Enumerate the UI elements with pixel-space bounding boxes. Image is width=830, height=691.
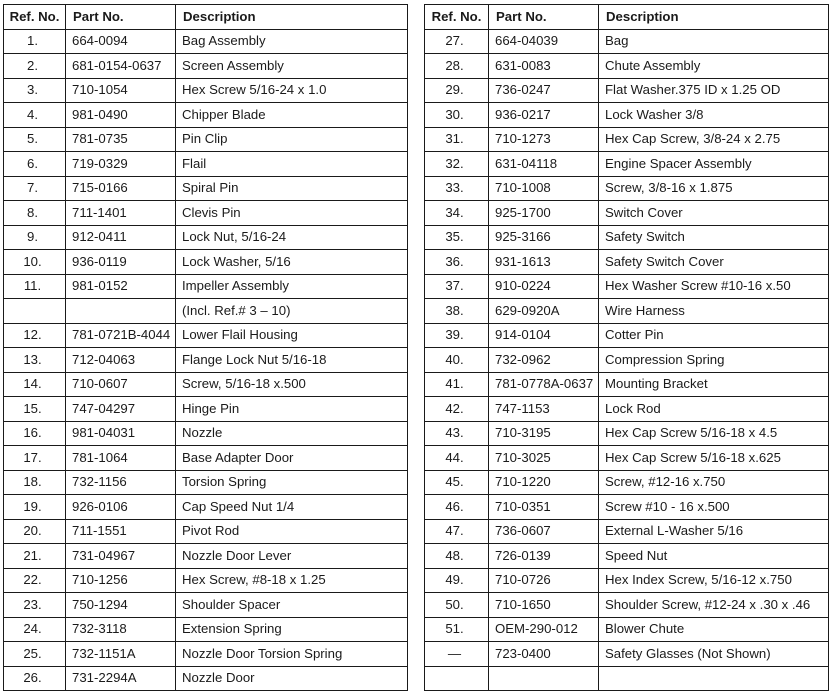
table-row <box>4 495 408 520</box>
part-no-cell: 781-0778A-0637 <box>489 372 599 397</box>
part-no-cell: 711-1401 <box>66 201 176 226</box>
ref-no-cell: 51. <box>425 617 489 642</box>
part-no-cell: 926-0106 <box>66 495 176 520</box>
ref-no-cell: 16. <box>4 421 66 446</box>
table-row <box>425 544 829 569</box>
part-no-cell <box>489 666 599 691</box>
table-row <box>425 201 829 226</box>
table-row <box>425 617 829 642</box>
table-row <box>4 274 408 299</box>
description-cell: Hex Washer Screw #10-16 x.50 <box>599 274 829 299</box>
table-row <box>4 397 408 422</box>
table-row <box>4 201 408 226</box>
part-no-cell: 914-0104 <box>489 323 599 348</box>
description-cell: Screw, 5/16-18 x.500 <box>176 372 408 397</box>
description-cell: Nozzle Door <box>176 666 408 691</box>
part-no-cell: 726-0139 <box>489 544 599 569</box>
part-no-cell: 750-1294 <box>66 593 176 618</box>
part-no-cell <box>66 299 176 324</box>
description-cell: Switch Cover <box>599 201 829 226</box>
description-cell: Shoulder Spacer <box>176 593 408 618</box>
description-cell: Lower Flail Housing <box>176 323 408 348</box>
description-cell: Base Adapter Door <box>176 446 408 471</box>
ref-no-cell: 49. <box>425 568 489 593</box>
description-cell: Compression Spring <box>599 348 829 373</box>
part-no-cell: 732-0962 <box>489 348 599 373</box>
table-header-row <box>4 5 408 30</box>
description-cell: Screw, #12-16 x.750 <box>599 470 829 495</box>
description-cell: Hex Cap Screw 5/16-18 x.625 <box>599 446 829 471</box>
table-row <box>4 29 408 54</box>
description-cell: Blower Chute <box>599 617 829 642</box>
ref-no-cell: 31. <box>425 127 489 152</box>
part-no-cell: 710-1054 <box>66 78 176 103</box>
ref-no-cell: 20. <box>4 519 66 544</box>
description-header: Description <box>176 5 408 30</box>
table-row <box>4 348 408 373</box>
description-cell: Nozzle Door Lever <box>176 544 408 569</box>
ref-no-cell: 47. <box>425 519 489 544</box>
part-no-cell: 936-0217 <box>489 103 599 128</box>
part-no-cell: 981-0152 <box>66 274 176 299</box>
part-no-cell: 710-0726 <box>489 568 599 593</box>
description-cell: Lock Washer, 5/16 <box>176 250 408 275</box>
description-cell: Impeller Assembly <box>176 274 408 299</box>
part-no-cell: 629-0920A <box>489 299 599 324</box>
ref-no-cell <box>425 666 489 691</box>
ref-no-cell: 2. <box>4 54 66 79</box>
description-cell: Flail <box>176 152 408 177</box>
table-row <box>4 568 408 593</box>
table-row <box>425 666 829 691</box>
part-no-cell: 731-04967 <box>66 544 176 569</box>
part-no-cell: 712-04063 <box>66 348 176 373</box>
ref-no-cell: 33. <box>425 176 489 201</box>
part-no-cell: 736-0247 <box>489 78 599 103</box>
parts-table-left <box>3 4 408 691</box>
part-no-cell: 631-0083 <box>489 54 599 79</box>
table-row <box>4 421 408 446</box>
ref-no-cell <box>4 299 66 324</box>
table-row <box>425 152 829 177</box>
ref-no-cell: 50. <box>425 593 489 618</box>
description-cell: Hex Screw, #8-18 x 1.25 <box>176 568 408 593</box>
description-cell: Chute Assembly <box>599 54 829 79</box>
ref-no-cell: 12. <box>4 323 66 348</box>
table-row <box>425 103 829 128</box>
part-no-cell: 681-0154-0637 <box>66 54 176 79</box>
table-row <box>425 29 829 54</box>
part-no-cell: 736-0607 <box>489 519 599 544</box>
ref-no-cell: 25. <box>4 642 66 667</box>
description-cell: Clevis Pin <box>176 201 408 226</box>
table-row <box>4 593 408 618</box>
part-no-cell: 747-04297 <box>66 397 176 422</box>
description-cell: Extension Spring <box>176 617 408 642</box>
part-no-cell: OEM-290-012 <box>489 617 599 642</box>
ref-no-cell: 22. <box>4 568 66 593</box>
table-row <box>425 642 829 667</box>
part-no-cell: 711-1551 <box>66 519 176 544</box>
part-no-cell: 981-04031 <box>66 421 176 446</box>
description-cell: Safety Switch <box>599 225 829 250</box>
table-row <box>425 299 829 324</box>
table-row <box>4 103 408 128</box>
part-no-cell: 732-3118 <box>66 617 176 642</box>
description-cell: Lock Rod <box>599 397 829 422</box>
description-cell: Safety Switch Cover <box>599 250 829 275</box>
ref-no-cell: 27. <box>425 29 489 54</box>
table-row <box>425 519 829 544</box>
ref-no-cell: 21. <box>4 544 66 569</box>
description-cell: Lock Washer 3/8 <box>599 103 829 128</box>
table-row <box>425 397 829 422</box>
ref-no-cell: 35. <box>425 225 489 250</box>
description-cell: Speed Nut <box>599 544 829 569</box>
ref-no-cell: 41. <box>425 372 489 397</box>
ref-no-cell: 9. <box>4 225 66 250</box>
part-no-cell: 631-04118 <box>489 152 599 177</box>
table-row <box>4 54 408 79</box>
ref-no-cell: 15. <box>4 397 66 422</box>
part-no-cell: 925-3166 <box>489 225 599 250</box>
table-row <box>425 54 829 79</box>
description-cell: Flange Lock Nut 5/16-18 <box>176 348 408 373</box>
part-no-cell: 664-0094 <box>66 29 176 54</box>
left-table-body <box>4 29 408 691</box>
ref-no-cell: 30. <box>425 103 489 128</box>
table-row <box>4 519 408 544</box>
ref-no-cell: 11. <box>4 274 66 299</box>
description-cell: Nozzle <box>176 421 408 446</box>
description-cell: Hex Cap Screw, 3/8-24 x 2.75 <box>599 127 829 152</box>
description-cell: Hex Screw 5/16-24 x 1.0 <box>176 78 408 103</box>
part-no-header: Part No. <box>66 5 176 30</box>
part-no-cell: 781-1064 <box>66 446 176 471</box>
part-no-cell: 732-1156 <box>66 470 176 495</box>
description-cell: Wire Harness <box>599 299 829 324</box>
description-cell: Nozzle Door Torsion Spring <box>176 642 408 667</box>
part-no-cell: 710-1220 <box>489 470 599 495</box>
table-row <box>4 176 408 201</box>
table-row <box>425 274 829 299</box>
ref-no-cell: 26. <box>4 666 66 691</box>
description-cell <box>599 666 829 691</box>
ref-no-cell: 5. <box>4 127 66 152</box>
part-no-cell: 710-0351 <box>489 495 599 520</box>
ref-no-cell: 3. <box>4 78 66 103</box>
ref-no-cell: 8. <box>4 201 66 226</box>
table-row <box>425 495 829 520</box>
description-cell: Chipper Blade <box>176 103 408 128</box>
table-row <box>425 348 829 373</box>
description-cell: Screw, 3/8-16 x 1.875 <box>599 176 829 201</box>
table-row <box>4 250 408 275</box>
ref-no-cell: 18. <box>4 470 66 495</box>
part-no-cell: 925-1700 <box>489 201 599 226</box>
table-row <box>425 446 829 471</box>
description-header: Description <box>599 5 829 30</box>
part-no-cell: 719-0329 <box>66 152 176 177</box>
part-no-cell: 731-2294A <box>66 666 176 691</box>
right-table-body <box>425 29 829 691</box>
description-cell: Screen Assembly <box>176 54 408 79</box>
part-no-cell: 931-1613 <box>489 250 599 275</box>
description-cell: Hinge Pin <box>176 397 408 422</box>
table-row <box>4 78 408 103</box>
ref-no-cell: 42. <box>425 397 489 422</box>
ref-no-cell: 7. <box>4 176 66 201</box>
ref-no-cell: 17. <box>4 446 66 471</box>
description-cell: Engine Spacer Assembly <box>599 152 829 177</box>
ref-no-cell: 13. <box>4 348 66 373</box>
part-no-cell: 664-04039 <box>489 29 599 54</box>
ref-no-cell: 46. <box>425 495 489 520</box>
ref-no-cell: 40. <box>425 348 489 373</box>
table-row <box>425 225 829 250</box>
table-row <box>4 544 408 569</box>
table-row <box>4 299 408 324</box>
description-cell: Torsion Spring <box>176 470 408 495</box>
part-no-cell: 710-3195 <box>489 421 599 446</box>
ref-no-cell: 43. <box>425 421 489 446</box>
part-no-cell: 710-1008 <box>489 176 599 201</box>
table-row <box>425 127 829 152</box>
ref-no-header: Ref. No. <box>4 5 66 30</box>
table-row <box>425 372 829 397</box>
description-cell: Flat Washer.375 ID x 1.25 OD <box>599 78 829 103</box>
part-no-cell: 781-0735 <box>66 127 176 152</box>
table-row <box>4 617 408 642</box>
ref-no-cell: 4. <box>4 103 66 128</box>
description-cell: Cotter Pin <box>599 323 829 348</box>
table-row <box>425 323 829 348</box>
description-cell: Pin Clip <box>176 127 408 152</box>
table-row <box>425 250 829 275</box>
table-row <box>4 127 408 152</box>
part-no-cell: 732-1151A <box>66 642 176 667</box>
ref-no-cell: 14. <box>4 372 66 397</box>
table-row <box>4 152 408 177</box>
ref-no-cell: 23. <box>4 593 66 618</box>
ref-no-header: Ref. No. <box>425 5 489 30</box>
description-cell: Cap Speed Nut 1/4 <box>176 495 408 520</box>
ref-no-cell: 44. <box>425 446 489 471</box>
table-row <box>4 642 408 667</box>
part-no-header: Part No. <box>489 5 599 30</box>
ref-no-cell: 29. <box>425 78 489 103</box>
part-no-cell: 747-1153 <box>489 397 599 422</box>
part-no-cell: 710-0607 <box>66 372 176 397</box>
part-no-cell: 936-0119 <box>66 250 176 275</box>
part-no-cell: 910-0224 <box>489 274 599 299</box>
ref-no-cell: 32. <box>425 152 489 177</box>
ref-no-cell: 36. <box>425 250 489 275</box>
ref-no-cell: 10. <box>4 250 66 275</box>
table-row <box>425 470 829 495</box>
description-cell: Bag <box>599 29 829 54</box>
part-no-cell: 781-0721B-4044 <box>66 323 176 348</box>
description-cell: Hex Cap Screw 5/16-18 x 4.5 <box>599 421 829 446</box>
table-row <box>4 666 408 691</box>
parts-table-right <box>424 4 829 691</box>
table-header-row <box>425 5 829 30</box>
part-no-cell: 710-1273 <box>489 127 599 152</box>
table-row <box>4 372 408 397</box>
table-row <box>4 225 408 250</box>
table-row <box>4 470 408 495</box>
ref-no-cell: 28. <box>425 54 489 79</box>
ref-no-cell: 6. <box>4 152 66 177</box>
part-no-cell: 715-0166 <box>66 176 176 201</box>
description-cell: Safety Glasses (Not Shown) <box>599 642 829 667</box>
table-row <box>425 593 829 618</box>
ref-no-cell: 24. <box>4 617 66 642</box>
ref-no-cell: 1. <box>4 29 66 54</box>
description-cell: (Incl. Ref.# 3 – 10) <box>176 299 408 324</box>
table-row <box>425 568 829 593</box>
ref-no-cell: 37. <box>425 274 489 299</box>
description-cell: Lock Nut, 5/16-24 <box>176 225 408 250</box>
table-row <box>425 78 829 103</box>
ref-no-cell: 39. <box>425 323 489 348</box>
part-no-cell: 723-0400 <box>489 642 599 667</box>
description-cell: Hex Index Screw, 5/16-12 x.750 <box>599 568 829 593</box>
ref-no-cell: 34. <box>425 201 489 226</box>
description-cell: Shoulder Screw, #12-24 x .30 x .46 <box>599 593 829 618</box>
ref-no-cell: 48. <box>425 544 489 569</box>
table-row <box>4 446 408 471</box>
description-cell: Pivot Rod <box>176 519 408 544</box>
description-cell: Spiral Pin <box>176 176 408 201</box>
ref-no-cell: 38. <box>425 299 489 324</box>
description-cell: Mounting Bracket <box>599 372 829 397</box>
description-cell: Bag Assembly <box>176 29 408 54</box>
table-row <box>4 323 408 348</box>
ref-no-cell: — <box>425 642 489 667</box>
part-no-cell: 710-1650 <box>489 593 599 618</box>
part-no-cell: 981-0490 <box>66 103 176 128</box>
description-cell: External L-Washer 5/16 <box>599 519 829 544</box>
part-no-cell: 710-1256 <box>66 568 176 593</box>
ref-no-cell: 45. <box>425 470 489 495</box>
table-row <box>425 421 829 446</box>
part-no-cell: 710-3025 <box>489 446 599 471</box>
ref-no-cell: 19. <box>4 495 66 520</box>
table-row <box>425 176 829 201</box>
part-no-cell: 912-0411 <box>66 225 176 250</box>
description-cell: Screw #10 - 16 x.500 <box>599 495 829 520</box>
